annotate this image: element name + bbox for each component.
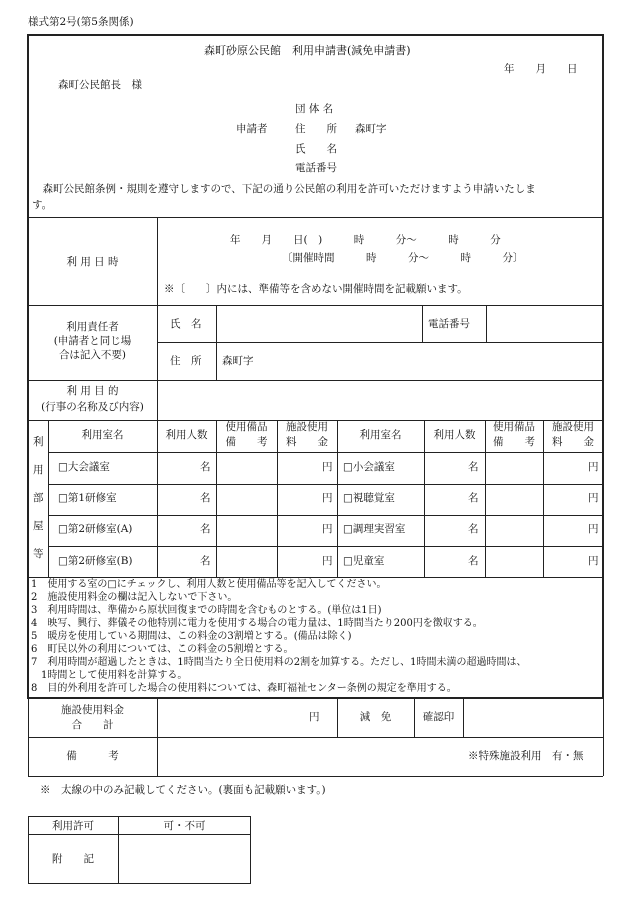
confirm-stamp-label: 確認印 — [422, 711, 455, 723]
group-name-label: 団 体 名 — [295, 103, 334, 115]
addressee: 森町公民館長 様 — [58, 79, 142, 91]
note-7: 7 利用時間が超過したときは、1時間当たり全日使用料の2割を加算する。ただし、1時間未満の超過時間は、 — [31, 657, 527, 668]
fee-total-label1: 施設使用料金 — [61, 704, 124, 716]
people-unit: 名 — [468, 555, 479, 567]
note-8: 8 目的外利用を許可した場合の使用料については、森町福祉センター条例の規定を準用する。 — [31, 683, 457, 694]
room-left-4[interactable]: □第2研修室(B) — [58, 555, 133, 567]
form-title: 森町砂原公民館 利用申請書(減免申請書) — [204, 44, 411, 57]
fee-unit: 円 — [588, 523, 599, 535]
responsible-label2: (申請者と同じ場 — [53, 335, 132, 347]
fee-unit: 円 — [588, 492, 599, 504]
applicant-address-label: 住 所 — [295, 123, 337, 135]
applicant-name-label: 氏 名 — [295, 143, 337, 155]
people-unit: 名 — [200, 461, 211, 473]
people-unit: 名 — [468, 461, 479, 473]
attach-note-label: 附 記 — [52, 853, 94, 865]
room-left-2[interactable]: □第1研修室 — [58, 492, 117, 504]
form-number: 様式第2号(第5条関係) — [28, 16, 134, 28]
note-3: 3 利用時間は、準備から原状回復までの時間を含むものとする。(単位は1日) — [31, 605, 382, 616]
rooms-side-label-3: 部 — [33, 492, 44, 504]
header-fee-left-1: 施設使用 — [286, 421, 328, 433]
date-field[interactable]: 年 月 日 — [504, 63, 578, 75]
declaration-line1: 森町公民館条例・規則を遵守しますので、下記の通り公民館の利用を許可いただけますよう申請いたしま — [32, 183, 536, 195]
rooms-side-label-2: 用 — [33, 464, 44, 476]
room-right-3[interactable]: □調理実習室 — [343, 523, 406, 535]
header-equip-right-2: 備 考 — [493, 436, 535, 448]
fee-total-label2: 合 計 — [71, 719, 114, 731]
footer-note: ※ 太線の中のみ記載してください。(裏面も記載願います。) — [40, 784, 326, 796]
header-fee-right-2: 料 金 — [552, 436, 594, 448]
header-equip-left-2: 備 考 — [225, 436, 268, 448]
header-room-right: 利用室名 — [359, 429, 402, 441]
header-equip-left-1: 使用備品 — [225, 421, 268, 433]
fee-unit: 円 — [322, 492, 333, 504]
note-1: 1 使用する室の□にチェックし、利用人数と使用備品等を記入してください。 — [31, 579, 387, 590]
responsible-address-value[interactable]: 森町字 — [222, 355, 254, 367]
header-fee-right-1: 施設使用 — [552, 421, 594, 433]
fee-total-yen: 円 — [309, 711, 320, 723]
header-fee-left-2: 料 金 — [286, 436, 328, 448]
people-unit: 名 — [200, 492, 211, 504]
room-left-3[interactable]: □第2研修室(A) — [58, 523, 133, 535]
responsible-label3: 合は記入不要) — [58, 349, 127, 361]
usage-datetime-line1[interactable]: 年 月 日( ) 時 分～ 時 分 — [230, 234, 501, 246]
note-7-cont: 1時間として使用料を計算する。 — [31, 670, 188, 681]
declaration-line2: す。 — [32, 199, 53, 211]
room-left-1[interactable]: □大会議室 — [58, 461, 110, 473]
responsible-phone-label: 電話番号 — [428, 318, 470, 330]
applicant-address-value[interactable]: 森町字 — [355, 123, 387, 135]
remarks-label: 備 考 — [66, 750, 119, 762]
usage-datetime-label: 利 用 日 時 — [66, 256, 119, 268]
rooms-side-label-1: 利 — [33, 436, 44, 448]
header-room-left: 利用室名 — [81, 429, 124, 441]
note-2: 2 施設使用料金の欄は記入しないで下さい。 — [31, 592, 238, 603]
rooms-side-label-5: 等 — [33, 548, 44, 560]
note-5: 5 暖房を使用している期間は、この料金の3割増とする。(備品は除く) — [31, 631, 352, 642]
permit-label: 利用許可 — [52, 820, 94, 832]
responsible-address-label: 住 所 — [170, 355, 202, 367]
responsible-name-label: 氏 名 — [170, 318, 202, 330]
permit-value[interactable]: 可・不可 — [163, 820, 206, 832]
header-people-right: 利用人数 — [433, 429, 476, 441]
rooms-side-label-4: 屋 — [33, 520, 44, 532]
people-unit: 名 — [200, 523, 211, 535]
usage-datetime-note: ※〔 〕内には、準備等を含めない開催時間を記載願います。 — [164, 283, 468, 295]
note-4: 4 映写、興行、葬儀その他特別に電力を使用する場合の電力量は、1時間当たり200円を徴収する。 — [31, 618, 483, 629]
reduction-label: 減 免 — [359, 711, 392, 723]
header-equip-right-1: 使用備品 — [493, 421, 535, 433]
fee-unit: 円 — [322, 555, 333, 567]
header-people-left: 利用人数 — [165, 429, 208, 441]
purpose-label1: 利 用 目 的 — [66, 385, 119, 397]
fee-unit: 円 — [588, 461, 599, 473]
fee-unit: 円 — [322, 523, 333, 535]
purpose-label2: (行事の名称及び内容) — [41, 401, 144, 413]
fee-unit: 円 — [322, 461, 333, 473]
room-right-2[interactable]: □視聴覚室 — [343, 492, 395, 504]
usage-datetime-line2[interactable]: 〔開催時間 時 分～ 時 分〕 — [282, 252, 524, 264]
applicant-label: 申請者 — [236, 123, 268, 135]
people-unit: 名 — [468, 523, 479, 535]
room-right-1[interactable]: □小会議室 — [343, 461, 395, 473]
note-6: 6 町民以外の利用については、この料金の5割増とする。 — [31, 644, 294, 655]
responsible-label1: 利用責任者 — [66, 321, 119, 333]
people-unit: 名 — [200, 555, 211, 567]
people-unit: 名 — [468, 492, 479, 504]
applicant-phone-label: 電話番号 — [295, 162, 337, 174]
special-facility-label[interactable]: ※特殊施設利用 有・無 — [468, 750, 584, 762]
fee-unit: 円 — [588, 555, 599, 567]
room-right-4[interactable]: □児童室 — [343, 555, 385, 567]
